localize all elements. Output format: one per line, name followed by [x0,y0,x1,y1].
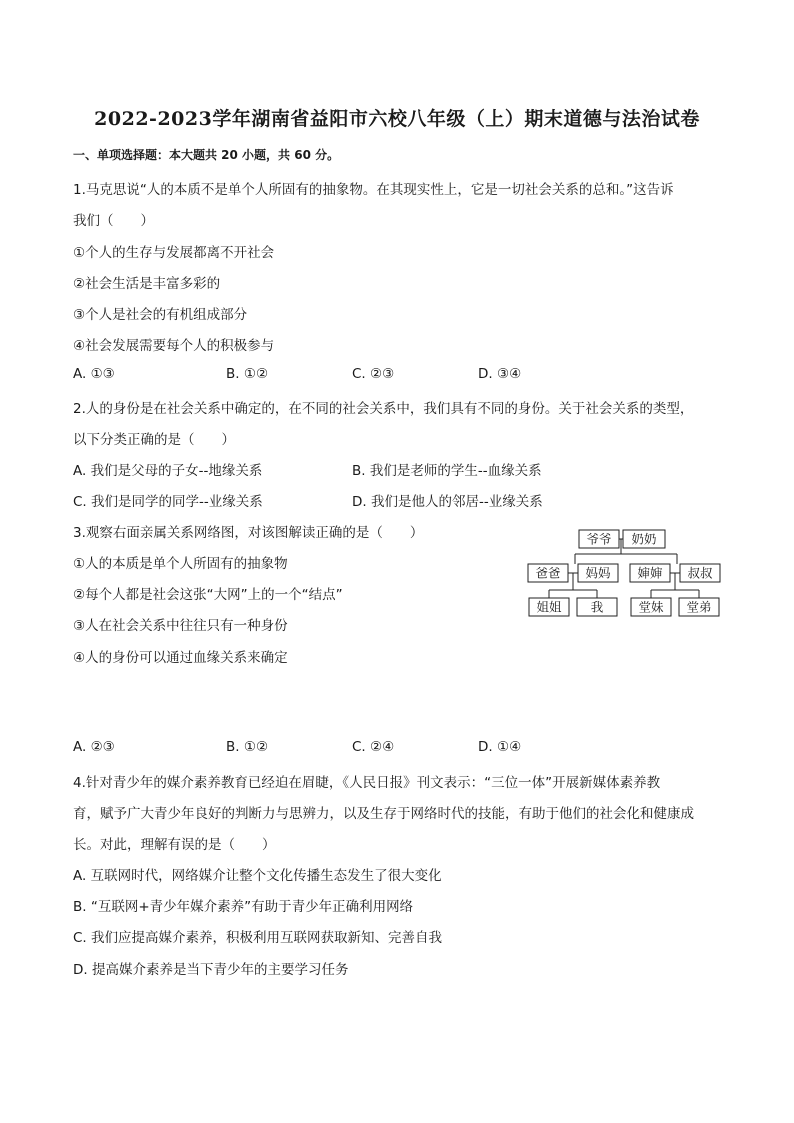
kinship-tree-svg [525,528,725,620]
q1-option-b: B. ①② [226,366,269,382]
q1-stem-line2: 我们（ ） [73,213,154,229]
q3-item-3: ③人在社会关系中往往只有一种身份 [73,618,288,634]
q4-option-d: D. 提高媒介素养是当下青少年的主要学习任务 [73,962,349,978]
q3-item-2: ②每个人都是社会这张“大网”上的一个“结点” [73,587,343,603]
q3-item-4: ④人的身份可以通过血缘关系来确定 [73,650,288,666]
kinship-network-diagram [525,528,725,620]
label-grandma: 奶奶 [631,531,657,547]
q2-option-a: A. 我们是父母的子女--地缘关系 [73,463,263,479]
q3-option-c: C. ②④ [352,739,395,755]
q4-option-b: B. “互联网+青少年媒介素养”有助于青少年正确利用网络 [73,899,414,915]
q3-option-a: A. ②③ [73,739,115,755]
q3-item-1: ①人的本质是单个人所固有的抽象物 [73,556,288,572]
label-mom: 妈妈 [585,565,611,581]
q1-item-4: ④社会发展需要每个人的积极参与 [73,338,275,354]
q1-item-2: ②社会生活是丰富多彩的 [73,276,221,292]
label-dad: 爸爸 [535,565,561,581]
q1-item-3: ③个人是社会的有机组成部分 [73,307,248,323]
q2-option-c: C. 我们是同学的同学--业缘关系 [73,494,263,510]
q2-option-d: D. 我们是他人的邻居--业缘关系 [352,494,543,510]
q2-stem-line1: 2.人的身份是在社会关系中确定的，在不同的社会关系中，我们具有不同的身份。关于社会关系的类型， [73,401,694,417]
label-me: 我 [590,599,604,615]
q1-item-1: ①个人的生存与发展都离不开社会 [73,245,275,261]
q3-option-d: D. ①④ [478,739,522,755]
exam-title: 2022-2023学年湖南省益阳市六校八年级（上）期末道德与法治试卷 [94,108,700,130]
q4-stem-line2: 育，赋予广大青少年良好的判断力与思辨力，以及生存于网络时代的技能，有助于他们的社会化和健康成 [73,806,694,822]
q3-option-b: B. ①② [226,739,269,755]
q4-stem-line1: 4.针对青少年的媒介素养教育已经迫在眉睫，《人民日报》刊文表示：“三位一体”开展新媒体素养教 [73,775,661,791]
q2-stem-line2: 以下分类正确的是（ ） [73,432,235,448]
q1-option-d: D. ③④ [478,366,522,382]
label-aunt: 婶婶 [637,565,663,581]
q1-stem-line1: 1.马克思说“人的本质不是单个人所固有的抽象物。在其现实性上，它是一切社会关系的总和。”这告诉 [73,182,674,198]
q1-option-a: A. ①③ [73,366,115,382]
q4-option-a: A. 互联网时代，网络媒介让整个文化传播生态发生了很大变化 [73,868,442,884]
q1-option-c: C. ②③ [352,366,395,382]
q4-option-c: C. 我们应提高媒介素养，积极利用互联网获取新知、完善自我 [73,930,443,946]
label-grandpa: 爷爷 [586,531,612,547]
section-heading: 一、单项选择题：本大题共 20 小题，共 60 分。 [73,148,340,162]
q2-option-b: B. 我们是老师的学生--血缘关系 [352,463,542,479]
label-cousin-m: 堂弟 [686,599,712,615]
q4-stem-line3: 长。对此，理解有误的是（ ） [73,837,276,853]
label-cousin-f: 堂妹 [638,599,664,615]
label-uncle: 叔叔 [687,565,713,581]
label-sister: 姐姐 [536,599,562,615]
q3-stem: 3.观察右面亲属关系网络图，对该图解读正确的是（ ） [73,525,424,541]
